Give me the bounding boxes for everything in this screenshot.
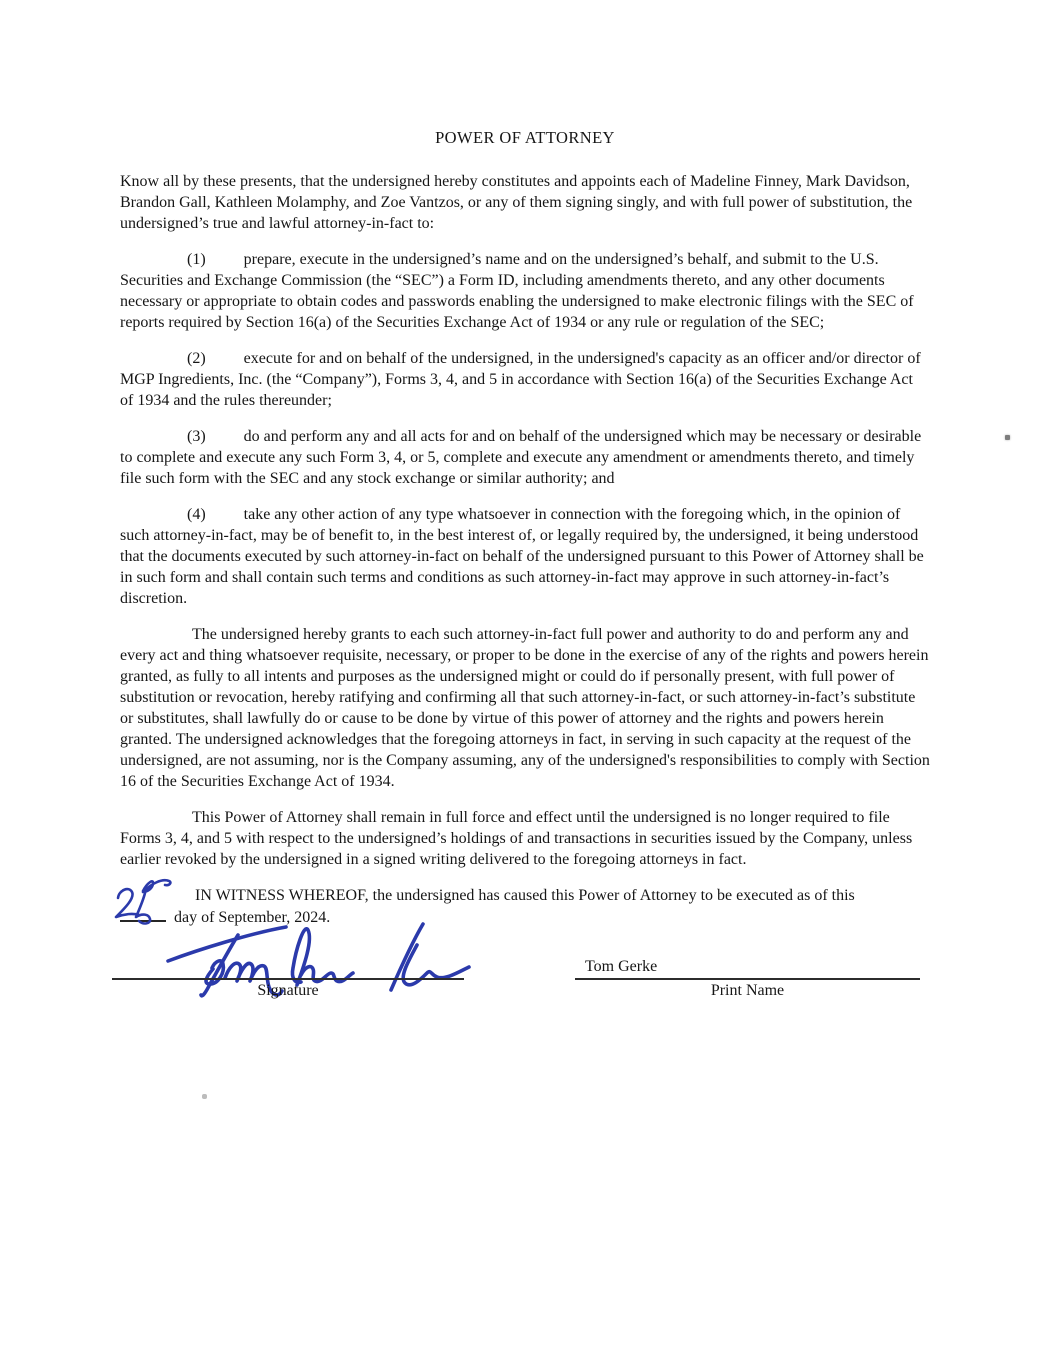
paragraph-number: (3)	[187, 428, 206, 445]
paragraph-text: take any other action of any type whatsoever in connection with the foregoing which, in the opinion of such attorney-in-fact, may be of benefit to, in the best interest of, or legally required by, the undersigned, it being understood that the documents executed by such attorney-in-fact on behalf of the undersigned pursuant to this Power of Attorney shall be in such form and shall contain such terms and conditions as such attorney-in-fact may approve in such attorney-in-fact’s discretion.	[120, 506, 924, 607]
numbered-paragraph-3	[120, 426, 930, 489]
printed-name: Tom Gerke	[585, 958, 658, 975]
grant-paragraph: The undersigned hereby grants to each such attorney-in-fact full power and authority to do and perform any and every act and thing whatsoever requisite, necessary, or proper to be done in the exercise of any of the rights and powers herein granted, as fully to all intents and purposes as the undersigned might or could do if personally present, with full power of substitution or revocation, hereby ratifying and confirming all that such attorney-in-fact, or such attorney-in-fact’s substitute or substitutes, shall lawfully do or cause to be done by virtue of this power of attorney and the rights and powers herein granted. The undersigned acknowledges that the foregoing attorneys in fact, in serving in such capacity at the request of the undersigned, are not assuming, nor is the Company assuming, any of the undersigned's responsibilities to comply with Section 16 of the Securities Exchange Act of 1934.	[120, 626, 930, 790]
duration-paragraph: This Power of Attorney shall remain in full force and effect until the undersigned is no longer required to file Forms 3, 4, and 5 with respect to the undersigned’s holdings of and transactions in securities issued by the Company, unless earlier revoked by the undersigned in a signed writing delivered to the foregoing attorneys in fact.	[120, 809, 913, 868]
witness-paragraph	[120, 885, 930, 928]
day-blank-line	[120, 906, 166, 922]
witness-text-line2: day of September, 2024.	[174, 909, 331, 926]
numbered-paragraph-4	[120, 504, 930, 609]
paragraph-number: (2)	[187, 350, 206, 367]
print-name-label: Print Name	[710, 982, 785, 999]
signature-label: Signature	[257, 982, 319, 999]
witness-text-line1: IN WITNESS WHEREOF, the undersigned has caused this Power of Attorney to be executed as of this	[195, 887, 855, 904]
intro-paragraph: Know all by these presents, that the undersigned hereby constitutes and appoints each of Madeline Finney, Mark Davidson, Brandon Gall, Kathleen Molamphy, and Zoe Vantzos, or any of them signing singly, and with full power of substitution, the undersigned’s true and lawful attorney-in-fact to:	[120, 173, 913, 232]
paragraph-text: prepare, execute in the undersigned’s name and on the undersigned’s behalf, and submit to the U.S. Securities and Exchange Commission (the “SEC”) a Form ID, including amendments thereto, and any other documents necessary or appropriate to obtain codes and passwords enabling the undersigned to make electronic filings with the SEC of reports required by Section 16(a) of the Securities Exchange Act of 1934 or any rule or regulation of the SEC;	[120, 251, 914, 331]
paragraph-number: (4)	[187, 506, 206, 523]
paragraph-text: execute for and on behalf of the undersigned, in the undersigned's capacity as an officer and/or director of MGP Ingredients, Inc. (the “Company”), Forms 3, 4, and 5 in accordance with Section 16(a) of the Securities Exchange Act of 1934 and the rules thereunder;	[120, 350, 921, 409]
numbered-paragraph-2	[120, 348, 930, 411]
numbered-paragraph-1	[120, 249, 930, 333]
signature-block	[120, 943, 930, 1013]
paragraph-number: (1)	[187, 251, 206, 268]
scan-artifact-dot	[202, 1094, 207, 1099]
document-title: POWER OF ATTORNEY	[435, 128, 615, 147]
scan-artifact-dot	[1005, 435, 1010, 440]
paragraph-text: do and perform any and all acts for and on behalf of the undersigned which may be necessary or desirable to complete and execute any such Form 3, 4, or 5, complete and execute any amendment or amendments thereto, and timely file such form with the SEC and any stock exchange or similar authority; and	[120, 428, 922, 487]
